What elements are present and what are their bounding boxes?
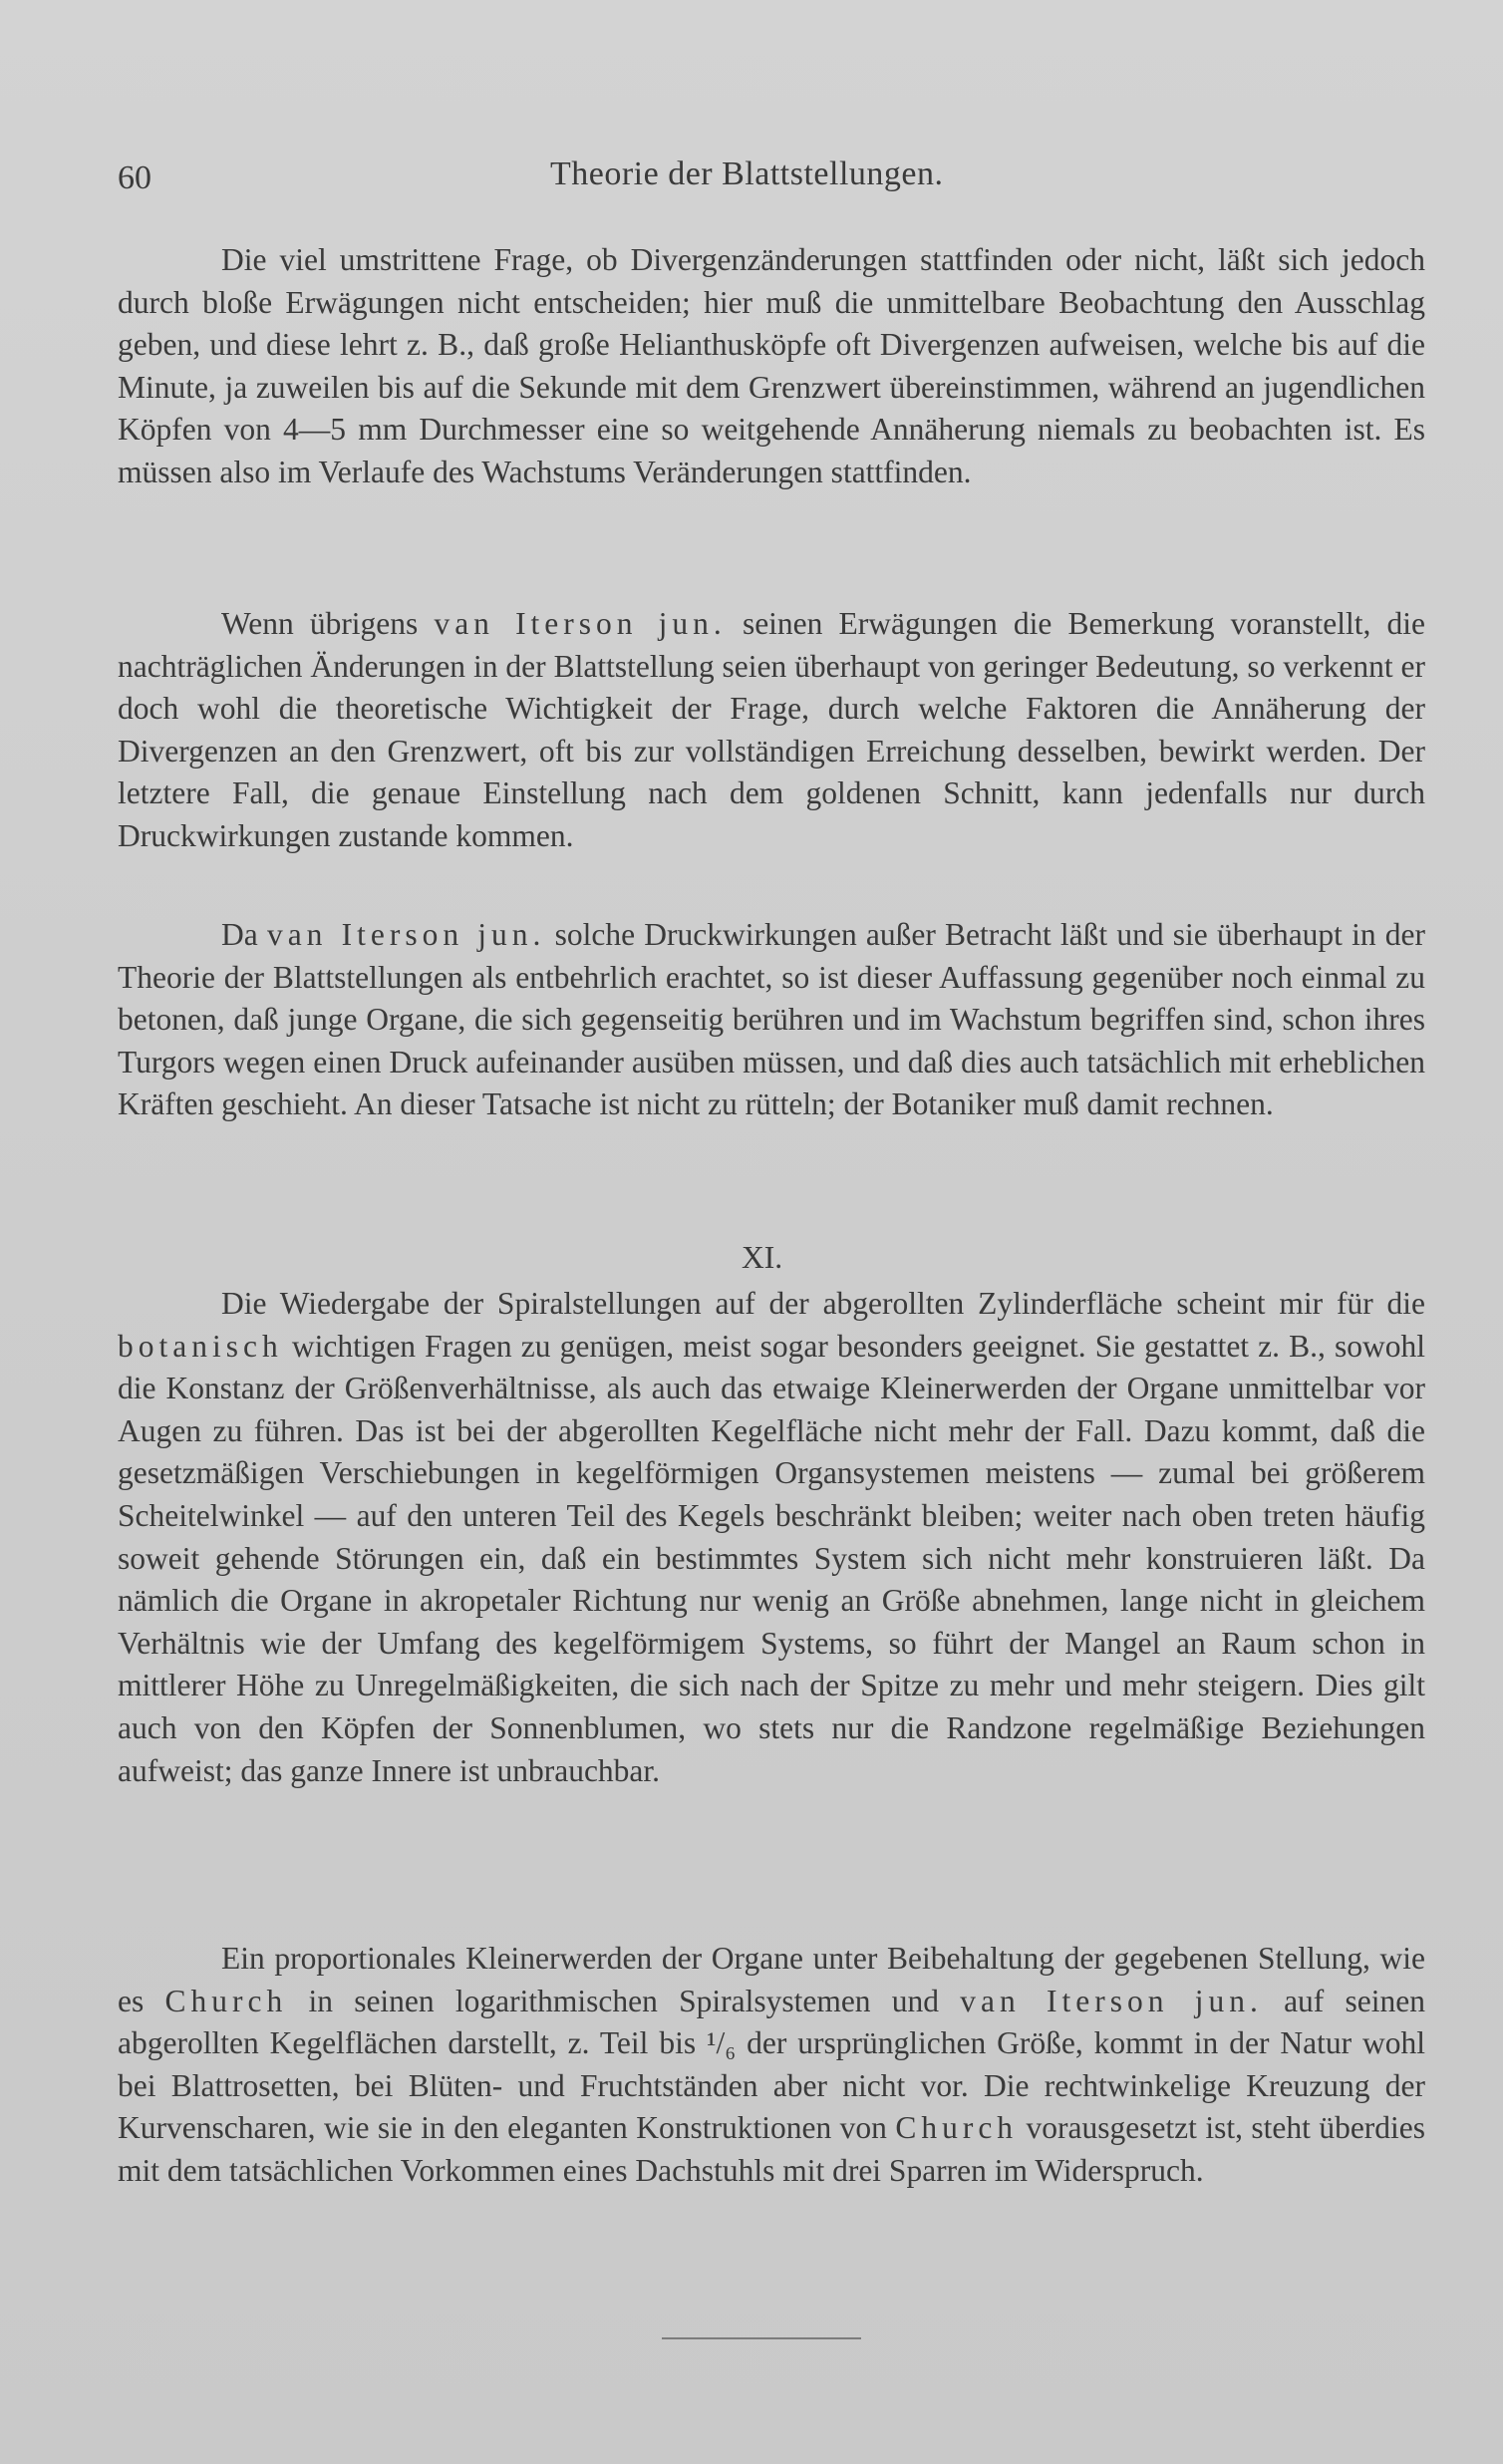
end-rule [662, 2337, 861, 2339]
paragraph-text: Die viel umstrittene Frage, ob Divergenzänderungen stattfinden oder nicht, läßt sich jedoch durch bloße Erwägungen nicht entscheiden; hier muß die unmittelbare Beobachtung den Ausschlag geben, und diese lehrt z. B., daß große Helianthusköpfe oft Divergenzen aufweisen, welche bis auf die Minute, ja zuweilen bis auf die Sekunde mit dem Grenzwert übereinstimmen, während an jugendlichen Köpfen von 4—5 mm Durchmesser eine so weitgehende Annäherung niemals zu beobachten ist. Es müssen also im Verlaufe des Wachstums Veränderungen stattfinden. [118, 242, 1425, 489]
text-run: auf seinen abgerollten Kegelflächen darstellt, z. Teil bis ¹/₆ der ursprünglichen Größe, kommt in der Natur wohl bei Blattrosetten, bei Blüten- und Fruchtständen aber nicht vor. Die rechtwinkelige Kreuzung der Kurvenscharen, wie sie in den eleganten Konstruktionen von [118, 1983, 1425, 2146]
text-run: Wenn übrigens [221, 606, 419, 641]
spaced-author-name: Church [895, 2110, 1019, 2146]
section-heading: XI. [742, 1240, 783, 1275]
paragraph-text [118, 1938, 1425, 2193]
paragraph-text [118, 603, 1425, 858]
text-run: seinen Erwägungen die Bemerkung voranstellt, die nachträglichen Änderungen in der Blattstellung seien überhaupt von geringer Bedeutung, so verkennt er doch wohl die theoretische Wichtigkeit der Frage, durch welche Faktoren die Annäherung der Divergenzen an den Grenzwert, oft bis zur vollständigen Erreichung desselben, bewirkt werden. Der letztere Fall, die genaue Einstellung nach dem goldenen Schnitt, kann jedenfalls nur durch Druckwirkungen zustande kommen. [118, 606, 1426, 853]
text-run: Die Wiedergabe der Spiralstellungen auf der abgerollten Zylinderfläche scheint mir für die [221, 1286, 1425, 1321]
spaced-author-name: Church [164, 1983, 288, 2018]
spaced-author-name: van Iterson jun. [266, 917, 546, 952]
paragraph-divergence-question [118, 239, 1425, 494]
text-run: Da [221, 917, 258, 952]
paragraph-pressure-effects [118, 914, 1425, 1126]
paragraph-text [118, 914, 1425, 1126]
paragraph-text [118, 1283, 1425, 1792]
text-run: vorausgesetzt ist, steht überdies mit dem tatsächlichen Vorkommen eines Dachstuhls mit drei Sparren im Widerspruch. [118, 2110, 1426, 2188]
text-run: solche Druckwirkungen außer Betracht läßt und sie überhaupt in der Theorie der Blattstellungen als entbehrlich erachtet, so ist dieser Auffassung gegenüber noch einmal zu betonen, daß junge Organe, die sich gegenseitig berühren und im Wachstum begriffen sind, schon ihres Turgors wegen einen Druck aufeinander ausüben müssen, und daß dies auch tatsächlich mit erheblichen Kräften geschieht. An dieser Tatsache ist nicht zu rütteln; der Botaniker muß damit rechnen. [118, 917, 1426, 1122]
paragraph-cylinder-surface [118, 1283, 1425, 1792]
spaced-author-name: van Iterson jun. [434, 606, 727, 641]
spaced-emphasis: botanisch [118, 1328, 283, 1364]
text-run: wichtigen Fragen zu genügen, meist sogar besonders geeignet. Sie gestattet z. B., sowohl die Konstanz der Größenverhältnisse, als auch das etwaige Kleinerwerden der Organe unmittelbar vor Augen zu führen. Das ist bei der abgerollten Kegelfläche nicht mehr der Fall. Dazu kommt, daß die gesetzmäßigen Verschiebungen in kegelförmigen Organsystemen meistens — zumal bei größerem Scheitelwinkel — auf den unteren Teil des Kegels beschränkt bleiben; weiter nach oben treten häufig soweit gehende Störungen ein, daß ein bestimmtes System sich nicht mehr konstruieren läßt. Da nämlich die Organe in akropetaler Richtung nur wenig an Größe abnehmen, lange nicht in gleichem Verhältnis wie der Umfang des kegelförmigem Systems, so führt der Mangel an Raum schon in mittlerer Höhe zu Unregelmäßigkeiten, die sich nach der Spitze zu mehr und mehr steigern. Dies gilt auch von den Köpfen der Sonnenblumen, wo stets nur die Randzone regelmäßige Beziehungen aufweist; das ganze Innere ist unbrauchbar. [118, 1328, 1425, 1788]
paragraph-proportional-reduction [118, 1938, 1425, 2193]
spaced-author-name: van Iterson jun. [960, 1983, 1263, 2018]
paragraph-van-iterson-remark [118, 603, 1425, 858]
text-run: in seinen logarithmischen Spiralsystemen und [308, 1983, 940, 2018]
page-number: 60 [118, 159, 151, 196]
text-run: Ein proportionales Kleinerwerden der Organe unter Beibehaltung der gegebenen Stellung, wie es [118, 1941, 1425, 2018]
running-title: Theorie der Blattstellungen. [550, 155, 944, 192]
